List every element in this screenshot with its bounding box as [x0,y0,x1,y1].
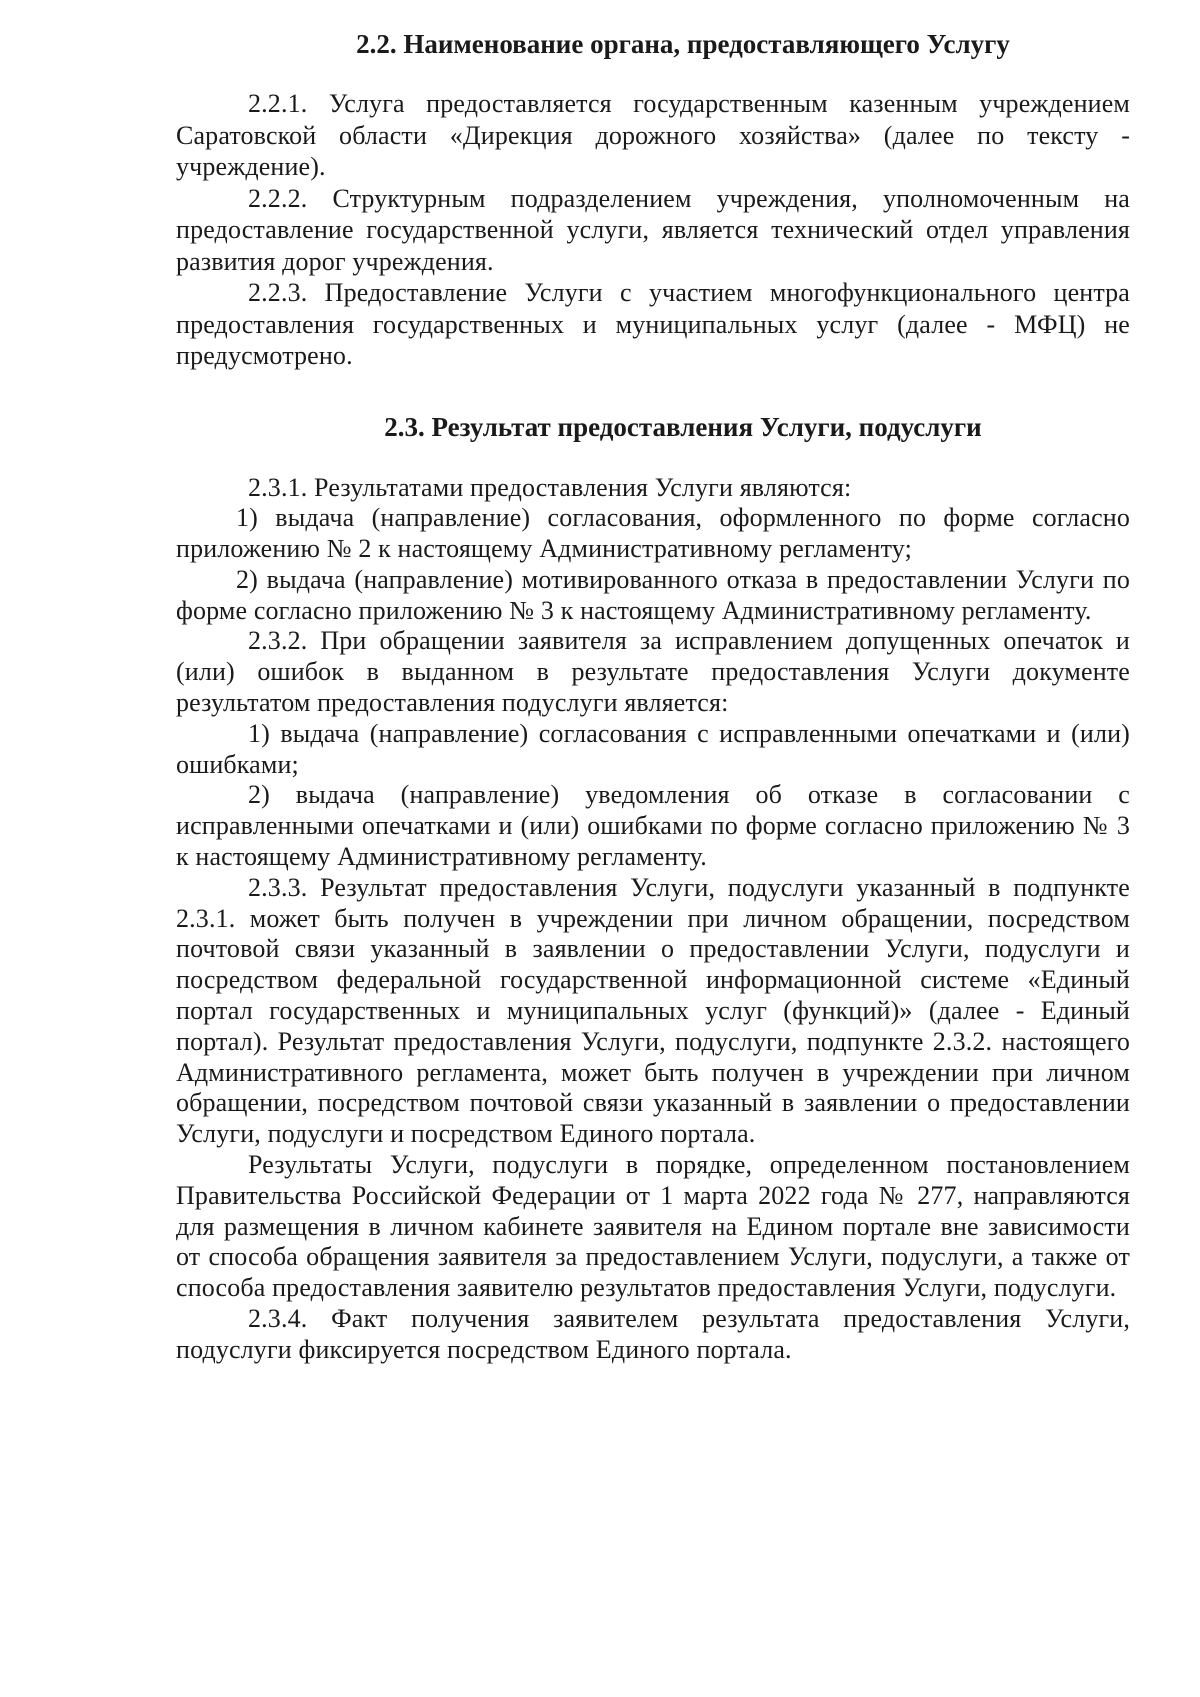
list-item: 2) выдача (направление) мотивированного отказа в предоставлении Услуги по форме согласно приложению № 3 к настоящему Административному регламенту. [176,564,1130,625]
section-2-2-body [176,88,1130,372]
paragraph-2-3-3: 2.3.3. Результат предоставления Услуги, подуслуги указанный в подпункте 2.3.1. может быть получен в учреждении при личном обращении, посредством почтовой связи указанный в заявлении о предоставлении Услуги, подуслуги и посредством федеральной государственной информационной системе «Единый портал государственных и муниципальных услуг (функций)» (далее - Единый портал). Результат предоставления Услуги, подуслуги, подпункте 2.3.2. настоящего Административного регламента, может быть получен в учреждении при личном обращении, посредством почтовой связи указанный в заявлении о предоставлении Услуги, подуслуги и посредством Единого портала. [176,872,1130,1149]
section-heading-2-2: 2.2. Наименование органа, предоставляющего Услугу [356,29,1010,59]
paragraph-2-3-4: 2.3.4. Факт получения заявителем результата предоставления Услуги, подуслуги фиксируется посредством Единого портала. [176,1304,1130,1364]
list-item: 2) выдача (направление) уведомления об отказе в согласовании с исправленными опечатками и (или) ошибками по форме согласно приложению № 3 к настоящему Административному регламенту. [176,780,1130,872]
paragraph-2-3-2: 2.3.2. При обращении заявителя за исправлением допущенных опечаток и (или) ошибок в выданном в результате предоставления Услуги документе результатом предоставления подуслуги является: [176,626,1130,718]
paragraph-2-2-1: 2.2.1. Услуга предоставляется государственным казенным учреждением Саратовской области «Дирекция дорожного хозяйства» (далее по тексту - учреждение). [176,89,1130,181]
paragraph-2-2-3: 2.2.3. Предоставление Услуги с участием многофункционального центра предоставления государственных и муниципальных услуг (далее - МФЦ) не предусмотрено. [176,278,1130,370]
list-item: 1) выдача (направление) согласования, оформленного по форме согласно приложению № 2 к настоящему Административному регламенту; [176,503,1130,564]
list-item: 1) выдача (направление) согласования с исправленными опечатками и (или) ошибками; [176,718,1130,779]
paragraph-2-2-2: 2.2.2. Структурным подразделением учреждения, уполномоченным на предоставление государственной услуги, является технический отдел управления развития дорог учреждения. [176,183,1130,276]
section-2-3-body [176,473,1130,1366]
paragraph-2-3-1: 2.3.1. Результатами предоставления Услуги являются: [248,472,852,502]
document-body [176,28,1130,1366]
paragraph-2-3-3-results: Результаты Услуги, подуслуги в порядке, определенном постановлением Правительства Российской Федерации от 1 марта 2022 года № 277, направляются для размещения в личном кабинете заявителя на Едином портале вне зависимости от способа обращения заявителя за предоставлением Услуги, подуслуги, а также от способа предоставления заявителю результатов предоставления Услуги, подуслуги. [176,1150,1130,1303]
section-heading-2-3: 2.3. Результат предоставления Услуги, подуслуги [384,411,982,442]
